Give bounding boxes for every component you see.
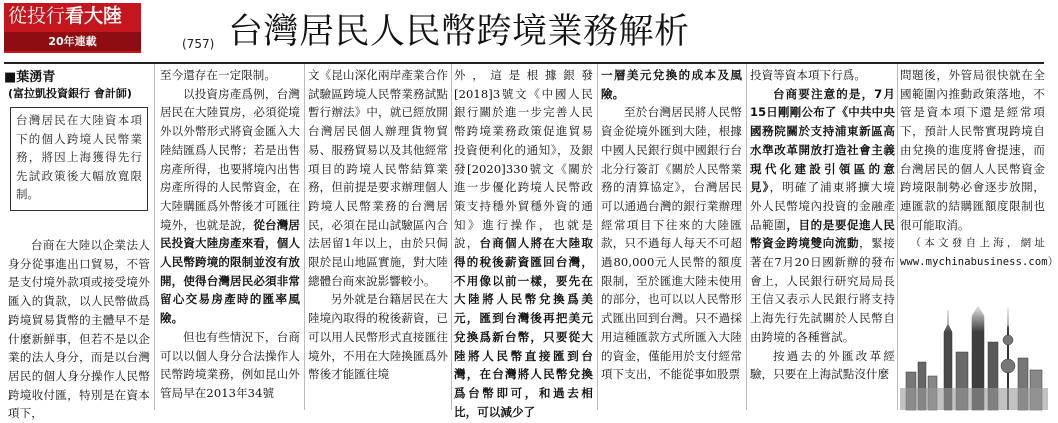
- paragraph: 台商在大陸以企業法人身分從事進出口貿易，不管是支付境外款項或接受境外匯入的貨款，以人民幣做爲跨境貿易貨幣的主體早不是什麼新鮮事，但若不是以企業的法人身分，而是以台灣居民的個人身分操作人民幣跨境收付匯，特別是在資本項下，: [8, 238, 150, 421]
- paragraph: 另外就是台籍居民在大陸境內取得的稅後薪資，已可以用人民幣形式直接匯往境外，不用在大陸換匯爲外幣後才能匯往境: [308, 292, 448, 382]
- column-divider: [154, 64, 155, 410]
- author-affiliation: (富拉凱投資銀行 會計師): [8, 87, 132, 100]
- column-divider: [597, 64, 598, 410]
- bold-highlight: 台商個人將在大陸取得的稅後薪資匯回台灣，不用像以前一樣，要先在大陸將人民幣兌換爲美元，匯到台灣後再把美元兌換爲新台幣，只要從大陸將人民幣直接匯到台灣，在台灣將人民幣兌換爲台幣即可，和過去相比，可以減少了: [454, 236, 593, 419]
- paragraph: 投資等資本項下行爲。: [750, 68, 866, 82]
- body-column-3: [308, 66, 448, 410]
- body-column-7: [900, 66, 1058, 306]
- author-name: ■葉湧青: [4, 70, 56, 85]
- bold-highlight: 7月15日剛剛公布了《中共中央國務院關於支持浦東新區高水準改革開放打造社會主義現代化建設引領區的意見》: [750, 86, 895, 195]
- paragraph: 問題後，外管局很快就在全國範圍內推動政策落地，不管是資本項下還是經常項下，預計人民幣實現跨境自由兌換的進度將會提速，而台灣居民的個人人民幣資金跨境限制勢必會逐步放開，連匯款的結購匯額度限制也很可能取消。: [900, 68, 1045, 232]
- body-column-4: [454, 66, 593, 419]
- paragraph: 至於台灣居民將人民幣資金從境外匯到大陸，根據中國人民銀行與中國銀行台北分行簽訂《關於人民幣業務的清算協定》，台灣居民可以通過台灣的銀行業辦理經常項目下往來的大陸匯款，只不過每人每天不可超過80,000元人民幣的額度限制，至於匯進大陸未使用的部分，也可以以人民幣形式匯出回到台灣。只不過採用這種匯款方式所匯入大陸的資金，僅能用於支付經常項下支出，不能從事如股票: [601, 105, 742, 382]
- body-column-2: [160, 66, 300, 410]
- paragraph: 台商要注意的是，7月15日剛剛公布了《中共中央國務院關於支持浦東新區高水準改革開放打造社會主義現代化建設引領區的意見》，明確了浦東將擴大境外人民幣境內投資的金融產品範圍，目的是要促進人民幣資金跨境雙向流動，緊接著在7月20日國新辦的發布會上，人民銀行研究局局長王信又表示人民銀行將支持上海先行先試關於人民幣自由跨境的各種嘗試。: [750, 86, 896, 344]
- column-badge: [4, 3, 141, 53]
- column-divider: [746, 64, 747, 410]
- article-title: 台灣居民人民幣跨境業務解析: [228, 12, 690, 52]
- paragraph: 但也有些情況下，台商可以以個人身分合法操作人民幣跨境業務，例如昆山外管局早在2013年34號: [160, 329, 300, 400]
- paragraph: 外，這是根據銀發[2018]3號文《中國人民銀行關於進一步完善人民幣跨境業務政策促進貿易投資便利化的通知》，及銀發[2020]330號文《關於進一步優化跨境人民幣政策支持穩外貿穩外資的通知》進行操作，也就是說，台商個人將在大陸取得的稅後薪資匯回台灣，不用像以前一樣，要先在大陸將人民幣兌換爲美元，匯到台灣後再把美元兌換爲新台幣，只要從大陸將人民幣直接匯到台灣，在台灣將人民幣兌換爲台幣即可，和過去相比，可以減少了: [454, 68, 593, 419]
- paragraph: 按過去的外匯改革經驗，只要在上海試點沒什麼: [750, 348, 895, 382]
- column-divider: [304, 64, 305, 410]
- lead-summary-box: 台灣居民在大陸資本項下的個人跨境人民幣業務，將因上海獲得先行先試政策後大幅放寬限制。: [10, 107, 148, 211]
- column-subtitle: 20年連載: [4, 32, 141, 51]
- body-column-1: [8, 236, 150, 421]
- source-note: （本文發自上海，網址www.mychinabusiness.com）: [900, 237, 1058, 269]
- bold-highlight: 一層美元兌換的成本及風險。: [601, 68, 742, 101]
- header-rule: [4, 62, 1044, 64]
- paragraph: 文《昆山深化兩岸產業合作試驗區跨境人民幣業務試點暫行辦法》中，就已經放開台灣居民個人辦理貨物貿易、服務貿易以及其他經常項目的跨境人民幣結算業務，但前提是要求辦理個人跨境人民幣業務的台灣居民，必須在昆山試驗區內合法居留1年以上，由於只侷限於昆山地區實施，對大陸總體台商來說影響較小。: [308, 68, 448, 288]
- bold-highlight: 從台灣居民投資大陸房產來看，個人人民幣跨境的限制並沒有放開，使得台灣居民必須非常留心交易房產時的匯率風險。: [160, 217, 300, 326]
- column-divider: [451, 64, 452, 410]
- paragraph: 至今還存在一定限制。: [160, 68, 276, 82]
- paragraph: 以投資房產爲例，台灣居民在大陸買房，必須從境外以外幣形式將資金匯入大陸結匯爲人民幣；若是出售房產所得，也要將境內出售房產所得的人民幣資金，在大陸購匯爲外幣後才可匯往境外，也就是說，從台灣居民投資大陸房產來看，個人人民幣跨境的限制並沒有放開，使得台灣居民必須非常留心交易房產時的匯率風險。: [160, 86, 300, 326]
- paragraph: [601, 66, 742, 103]
- shanghai-skyline-illustration: [900, 302, 1048, 410]
- series-number: (757): [182, 37, 215, 51]
- body-column-6: [750, 66, 895, 410]
- column-name: 從投行看大陸: [8, 5, 123, 27]
- column-divider: [897, 64, 898, 410]
- body-column-5: [601, 66, 742, 410]
